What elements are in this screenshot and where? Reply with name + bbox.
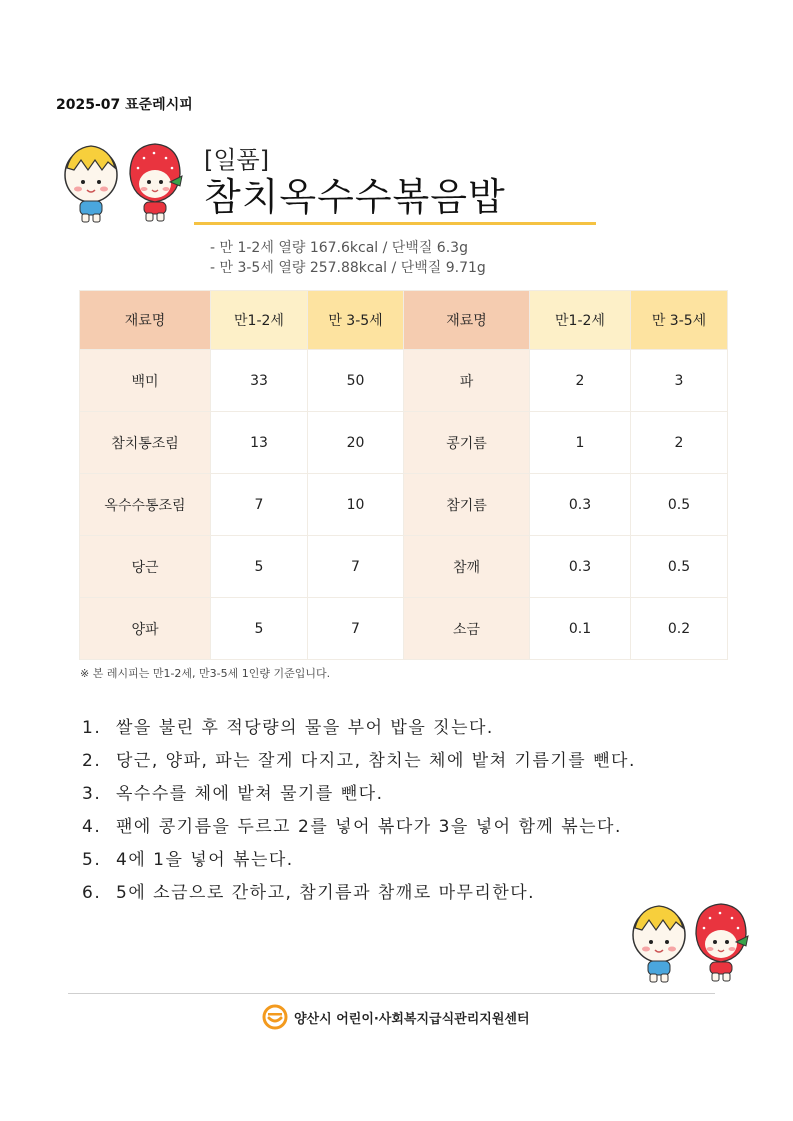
ingredient-name: 참깨 <box>404 536 530 598</box>
table-row <box>80 350 728 412</box>
table-row <box>80 598 728 660</box>
recipe-category: [일품] <box>204 146 270 174</box>
step-text: 4에 1을 넣어 볶는다. <box>116 850 294 870</box>
amount-3-5: 0.2 <box>631 598 728 660</box>
amount-3-5: 50 <box>308 350 404 412</box>
nutrition-line-3-5: - 만 3-5세 열량 257.88kcal / 단백질 9.71g <box>210 260 486 276</box>
ingredient-name: 당근 <box>80 536 211 598</box>
amount-3-5: 7 <box>308 598 404 660</box>
amount-1-2: 1 <box>530 412 631 474</box>
step-text: 옥수수를 체에 밭쳐 물기를 뺀다. <box>116 784 384 804</box>
step-text: 팬에 콩기름을 두르고 2를 넣어 볶다가 3을 넣어 함께 볶는다. <box>116 817 622 837</box>
ingredient-name: 참기름 <box>404 474 530 536</box>
ingredient-name: 파 <box>404 350 530 412</box>
list-item <box>82 844 636 877</box>
amount-1-2: 5 <box>211 536 308 598</box>
header-ingredient-name: 재료명 <box>404 291 530 350</box>
ingredient-name: 참치통조림 <box>80 412 211 474</box>
ingredient-table <box>79 290 728 660</box>
amount-1-2: 13 <box>211 412 308 474</box>
amount-3-5: 0.5 <box>631 536 728 598</box>
amount-3-5: 7 <box>308 536 404 598</box>
ingredient-table-header <box>80 291 728 350</box>
header-ingredient-name: 재료명 <box>80 291 211 350</box>
nutrition-line-1-2: - 만 1-2세 열량 167.6kcal / 단백질 6.3g <box>210 240 468 256</box>
step-number: 2. <box>82 751 102 771</box>
table-row <box>80 412 728 474</box>
strawberry-mascot-illustration <box>690 900 752 984</box>
step-number: 3. <box>82 784 102 804</box>
amount-3-5: 0.5 <box>631 474 728 536</box>
list-item <box>82 745 636 778</box>
amount-1-2: 2 <box>530 350 631 412</box>
ingredient-name: 백미 <box>80 350 211 412</box>
step-number: 6. <box>82 883 102 903</box>
footer-divider <box>68 993 715 994</box>
recipe-steps <box>82 712 636 910</box>
step-number: 4. <box>82 817 102 837</box>
step-text: 당근, 양파, 파는 잘게 다지고, 참치는 체에 밭쳐 기름기를 뺀다. <box>116 751 636 771</box>
title-underline <box>194 222 596 225</box>
ingredient-name: 옥수수통조림 <box>80 474 211 536</box>
step-text: 5에 소금으로 간하고, 참기름과 참깨로 마무리한다. <box>116 883 536 903</box>
step-text: 쌀을 불린 후 적당량의 물을 부어 밥을 짓는다. <box>116 718 494 738</box>
table-row <box>80 474 728 536</box>
header-age-1-2: 만1-2세 <box>211 291 308 350</box>
amount-1-2: 33 <box>211 350 308 412</box>
footer-organization: 양산시 어린이·사회복지급식관리지원센터 <box>294 1011 530 1027</box>
amount-3-5: 3 <box>631 350 728 412</box>
list-item <box>82 712 636 745</box>
amount-1-2: 0.3 <box>530 536 631 598</box>
center-logo-icon <box>262 1004 288 1030</box>
list-item <box>82 811 636 844</box>
header-age-3-5: 만 3-5세 <box>631 291 728 350</box>
amount-1-2: 0.3 <box>530 474 631 536</box>
ingredient-name: 콩기름 <box>404 412 530 474</box>
ingredient-name: 양파 <box>80 598 211 660</box>
amount-1-2: 5 <box>211 598 308 660</box>
list-item <box>82 778 636 811</box>
header-age-3-5: 만 3-5세 <box>308 291 404 350</box>
recipe-title: 참치옥수수볶음밥 <box>204 175 506 219</box>
ingredient-name: 소금 <box>404 598 530 660</box>
footer <box>262 1003 530 1031</box>
serving-basis-note: ※ 본 레시피는 만1-2세, 만3-5세 1인량 기준입니다. <box>80 667 331 680</box>
step-number: 1. <box>82 718 102 738</box>
header-age-1-2: 만1-2세 <box>530 291 631 350</box>
amount-3-5: 2 <box>631 412 728 474</box>
amount-3-5: 20 <box>308 412 404 474</box>
list-item <box>82 877 636 910</box>
document-date-label: 2025-07 표준레시피 <box>56 97 193 113</box>
amount-1-2: 0.1 <box>530 598 631 660</box>
amount-3-5: 10 <box>308 474 404 536</box>
strawberry-mascot-illustration <box>124 140 186 224</box>
amount-1-2: 7 <box>211 474 308 536</box>
egg-mascot-illustration <box>60 140 122 224</box>
egg-mascot-illustration <box>628 900 690 984</box>
step-number: 5. <box>82 850 102 870</box>
table-row <box>80 536 728 598</box>
